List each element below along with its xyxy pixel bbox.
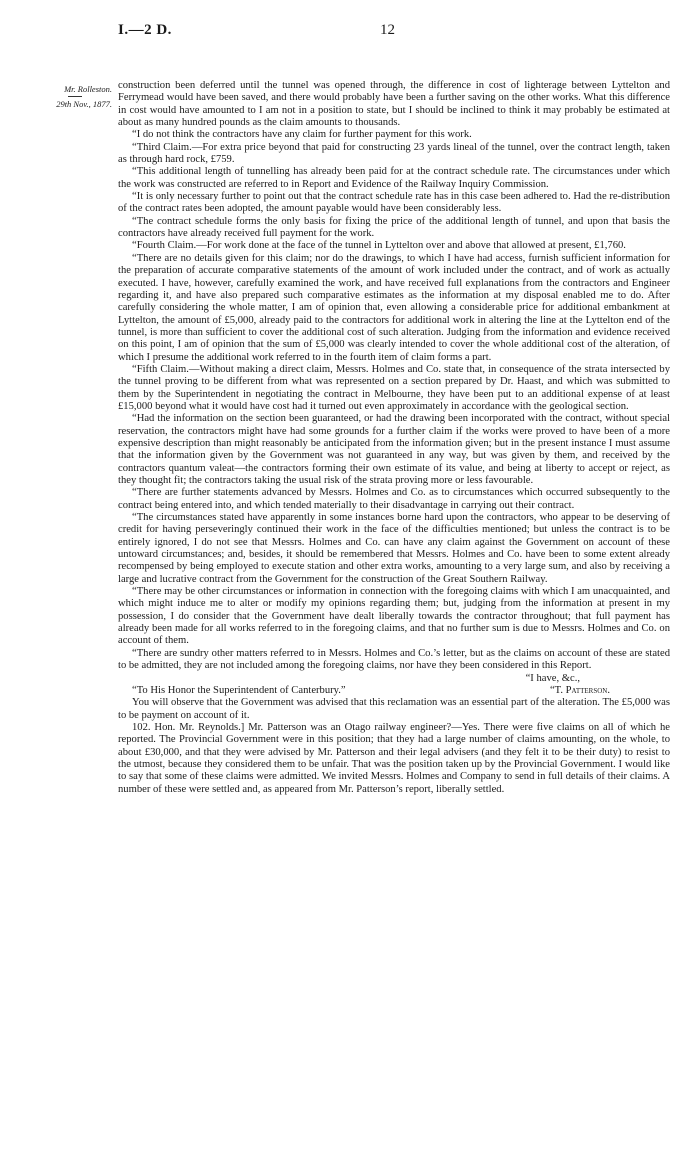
paragraph: “Third Claim.—For extra price beyond that paid for constructing 23 yards lineal of the tunnel, over the contract length, taken as through hard rock, £759.: [118, 141, 670, 166]
paragraph: “There are further statements advanced by Messrs. Holmes and Co. as to circumstances which occurred subsequently to the contract being entered into, and which tended materially to their disadvantage in carrying out their contract.: [118, 487, 670, 511]
paragraph: “It is only necessary further to point out that the contract schedule rate has in this case been adhered to. Had the re-distribution of the contract rates been adopted, the amount payable would have been considerably less.: [118, 191, 670, 215]
valediction-row: [118, 673, 670, 685]
paragraph: “There are sundry other matters referred to in Messrs. Holmes and Co.’s letter, but as the claims on account of these are stated to be admitted, they are not included among the foregoing claims, nor have they been considered in this Report.: [118, 647, 670, 672]
margin-rule: [68, 96, 82, 97]
paragraph: 102. Hon. Mr. Reynolds.] Mr. Patterson was an Otago railway engineer?—Yes. There were five claims on all of which he reported. The Provincial Government were in this position; that they had a large number of claims amounting, on the whole, to about £30,000, and that they were advised by Mr. Patterson and their legal advisers (and they felt it to be their duty) to resist to the utmost, because they considered them to be unfair. That was the position taken up by the Provincial Government. I would like to say that some of these claims were admitted. We invited Messrs. Holmes and Company to send in full details of their claims. A number of these were settled and, as appeared from Mr. Patterson’s report, liberally settled.: [118, 721, 670, 795]
document-code: I.—2 D.: [118, 22, 172, 38]
paragraph: “There are no details given for this claim; nor do the drawings, to which I have had access, furnish sufficient information for the preparation of accurate comparative statements of the amount of work included under the contract, and of work as actually executed. I have, however, carefully examined the work, and have received full explanations from the contractors and Engineer regarding it, and have also prepared such comparative estimates as the information at my disposal enabled me to do. After carefully considering the whole matter, I am of opinion that, even allowing a considerable price for additional embankment at Lyttelton, the amount of £5,000, already paid to the contractors for additional work in altering the line at the Lyttelton end of the tunnel, is more than sufficient to cover the additional cost of such alteration. Judging from the information and evidence received on this point, I am of opinion that the sum of £5,000 was clearly intended to cover the whole additional cost of the alteration, of which I presume the additional work referred to in the fourth item of claim forms a part.: [118, 252, 670, 363]
paragraph: “The circumstances stated have apparently in some instances borne hard upon the contractors, who appear to be deserving of credit for having perseveringly continued their work in the face of the difficulties mentioned; but unless the contract is to be entirely ignored, I do not see that Messrs. Holmes and Co. can have any claim against the Government on account of these untoward circumstances; and, besides, it should be remembered that Messrs. Holmes and Co. have been to some extent already recompensed by being employed to execute station and other extra works, amounting to a very large sum, and also by receiving a large and lucrative contract from the Government for the construction of the Great Southern Railway.: [118, 512, 670, 585]
paragraph: construction been deferred until the tunnel was opened through, the difference in cost of lighterage between Lyttelton and Ferrymead would have been saved, and there would probably have been a further saving on the other works. What this difference in cost would have amounted to I am not in a position to state, but I should be inclined to think it may probably be estimated at about as many hundred pounds as the claim amounts to thousands.: [118, 80, 670, 129]
margin-date: 29th Nov., 1877.: [56, 99, 112, 109]
paragraph: You will observe that the Government was advised that this reclamation was an essential part of the alteration. The £5,000 was to be payment on account of it.: [118, 697, 670, 721]
margin-note: [22, 83, 112, 110]
margin-speaker: Mr. Rolleston.: [64, 84, 112, 94]
addressee-row: [118, 685, 670, 697]
paragraph: “I do not think the contractors have any claim for further payment for this work.: [132, 129, 472, 141]
paragraph: “Fourth Claim.—For work done at the face of the tunnel in Lyttelton over and above that allowed at present, £1,760.: [132, 240, 626, 252]
document-body: [118, 80, 670, 796]
page-header: [118, 22, 670, 46]
signature: “T. Patterson.: [549, 684, 610, 696]
paragraph: “The contract schedule forms the only basis for fixing the price of the additional length of tunnel, and upon that basis the contractors have already received full payment for the work.: [118, 215, 670, 240]
paragraph: “This additional length of tunnelling has already been paid for at the contract schedule rate. The circumstances under which the work was constructed are referred to in Report and Evidence of the Railway Inquiry Commission.: [118, 166, 670, 190]
addressee: “To His Honor the Superintendent of Canterbury.”: [132, 684, 346, 696]
paragraph: “Fifth Claim.—Without making a direct claim, Messrs. Holmes and Co. state that, in consequence of the strata intersected by the tunnel proving to be different from what was represented on a section prepared by Dr. Haast, and which was submitted to them by the Superintendent in negotiating the contract in Melbourne, they have been put to an additional expense of at least £15,000 beyond what it would have cost had it turned out even approximately in accordance with the geological section.: [118, 363, 670, 412]
paragraph: “There may be other circumstances or information in connection with the foregoing claims with which I am unacquainted, and which might induce me to alter or modify my opinions regarding them; but, judging from the information at present in my possession, I do consider that the Government have dealt liberally towards the contractor throughout; that full payment has already been made for all works referred to in the foregoing claims, and that no further sum is due to Messrs. Holmes and Co. on account of them.: [118, 586, 670, 647]
page-number: 12: [380, 22, 395, 38]
paragraph: “Had the information on the section been guaranteed, or had the drawing been incorporated with the contract, without special reservation, the contractors might have had some grounds for a further claim if the works were proved to have been of a more expensive description than might reasonably be anticipated from the information given; but in the present instance I must assume that the information given by the Government was not guaranteed in any way, but was given by them, and received by the contractors quantum valeat—the contractors forming their own estimate of its value, and being at liberty to accept or reject, as they thought fit; the contractors taking the usual risk of the strata proving more or less favourable.: [118, 413, 670, 486]
valediction: “I have, &c.,: [525, 672, 580, 684]
